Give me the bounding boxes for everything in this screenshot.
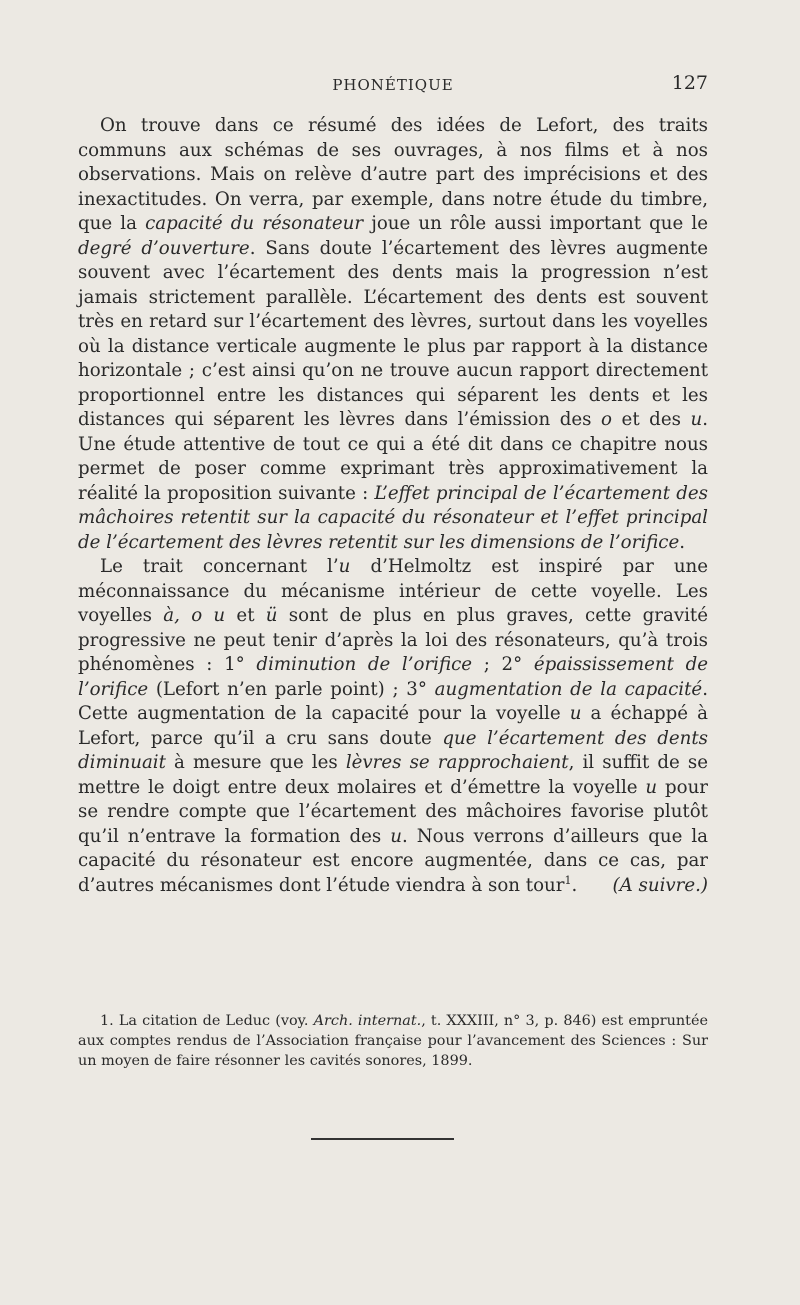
text-run: et des bbox=[612, 409, 691, 430]
italic-run: à, o u bbox=[163, 605, 226, 626]
italic-run: degré d’ouverture bbox=[78, 237, 250, 259]
text-run: à mesure que les bbox=[165, 752, 346, 773]
footnotes bbox=[78, 1011, 708, 1071]
italic-run: o bbox=[601, 409, 612, 430]
text-run: . bbox=[679, 531, 686, 553]
italic-run: u bbox=[390, 825, 402, 847]
italic-run: augmentation de la capacité bbox=[434, 678, 703, 700]
italic-run: L’effet principal de l’écartement des mâchoires retentit sur la capacité du résonateur et l’effet principal de l’écartement des lèvres retentit sur les dimensions de l’orifice bbox=[78, 482, 708, 553]
text-run: et bbox=[225, 605, 266, 626]
text-run: ; 2° bbox=[472, 654, 534, 675]
text-run: a échappé à Lefort, parce qu’il a cru sans doute bbox=[78, 703, 708, 749]
text-run: sont de plus en plus graves, cette gravité progressive ne peut tenir d’après la loi des résonateurs, qu’à trois phénomènes : 1° bbox=[78, 605, 708, 675]
end-rule bbox=[311, 1138, 454, 1140]
italic-run: que l’écartement des dents diminuait bbox=[78, 727, 708, 773]
italic-run: u bbox=[338, 556, 351, 577]
italic-run: u bbox=[690, 409, 703, 430]
italic-run: u bbox=[569, 703, 582, 724]
paragraph-1 bbox=[78, 114, 708, 555]
text-run: . Nous verrons d’ailleurs que la capacité du résonateur est encore augmentée, dans ce cas, par d’autres mécanismes dont l’étude viendra à son tour bbox=[78, 825, 708, 896]
to-be-continued: (A suivre.) bbox=[612, 874, 708, 896]
text-run: . bbox=[571, 874, 578, 896]
italic-run: épaississement de l’orifice bbox=[78, 654, 708, 700]
paragraph-2 bbox=[78, 555, 708, 898]
italic-run: diminution de l’orifice bbox=[256, 654, 473, 675]
italic-run: lèvres se rapprochaient bbox=[345, 752, 569, 773]
italic-run: Arch. internat. bbox=[313, 1013, 422, 1029]
text-run: , t. XXXIII, n° 3, p. 846) est empruntée aux comptes rendus de l’Association française pour l’avancement des Sciences : Sur un moyen de faire résonner les cavités sonores, 1899. bbox=[78, 1013, 708, 1069]
text-run: 1. La citation de Leduc (voy. bbox=[100, 1013, 314, 1029]
footnote-1 bbox=[78, 1011, 708, 1071]
footnote-marker: 1 bbox=[564, 873, 572, 887]
page-header bbox=[78, 72, 708, 98]
text-run: , il suffit de se mettre le doigt entre deux molaires et d’émettre la voyelle bbox=[78, 752, 709, 798]
italic-run: capacité du résonateur bbox=[145, 213, 364, 234]
running-title: PHONÉTIQUE bbox=[332, 76, 454, 94]
main-text bbox=[78, 114, 708, 898]
italic-run: ü bbox=[265, 605, 278, 626]
text-run: . Cette augmentation de la capacité pour la voyelle bbox=[78, 678, 708, 724]
text-run: pour se rendre compte que l’écartement des mâchoires favorise plutôt qu’il n’entrave la formation des bbox=[78, 776, 709, 847]
text-run: joue un rôle aussi important que le bbox=[363, 213, 708, 234]
page-number: 127 bbox=[671, 72, 708, 94]
text-run: d’Helmoltz est inspiré par une méconnaissance du mécanisme intérieur de cette voyelle. Les voyelles bbox=[78, 556, 709, 626]
text-run: . Sans doute l’écartement des lèvres augmente souvent avec l’écartement des dents mais la progression n’est jamais strictement parallèle. L’écartement des dents est souvent très en retard sur l’écartement des lèvres, surtout dans les voyelles où la distance verticale augmente le plus par rapport à la distance horizontale ; c’est ainsi qu’on ne trouve aucun rapport directement proportionnel entre les distances qui séparent les dents et les distances qui séparent les lèvres dans l’émission des bbox=[78, 237, 709, 430]
text-run: . Une étude attentive de tout ce qui a été dit dans ce chapitre nous permet de poser comme exprimant très approximativement la réalité la proposition suivante : bbox=[78, 409, 708, 504]
italic-run: u bbox=[645, 776, 658, 798]
text-run: On trouve dans ce résumé des idées de Lefort, des traits communs aux schémas de ses ouvrages, à nos films et à nos observations. Mais on relève d’autre part des imprécisions et des inexactitudes. On verra, par exemple, dans notre étude du timbre, que la bbox=[78, 115, 708, 234]
text-run: (Lefort n’en parle point) ; 3° bbox=[148, 678, 435, 700]
text-run: Le trait concernant l’ bbox=[100, 556, 339, 577]
